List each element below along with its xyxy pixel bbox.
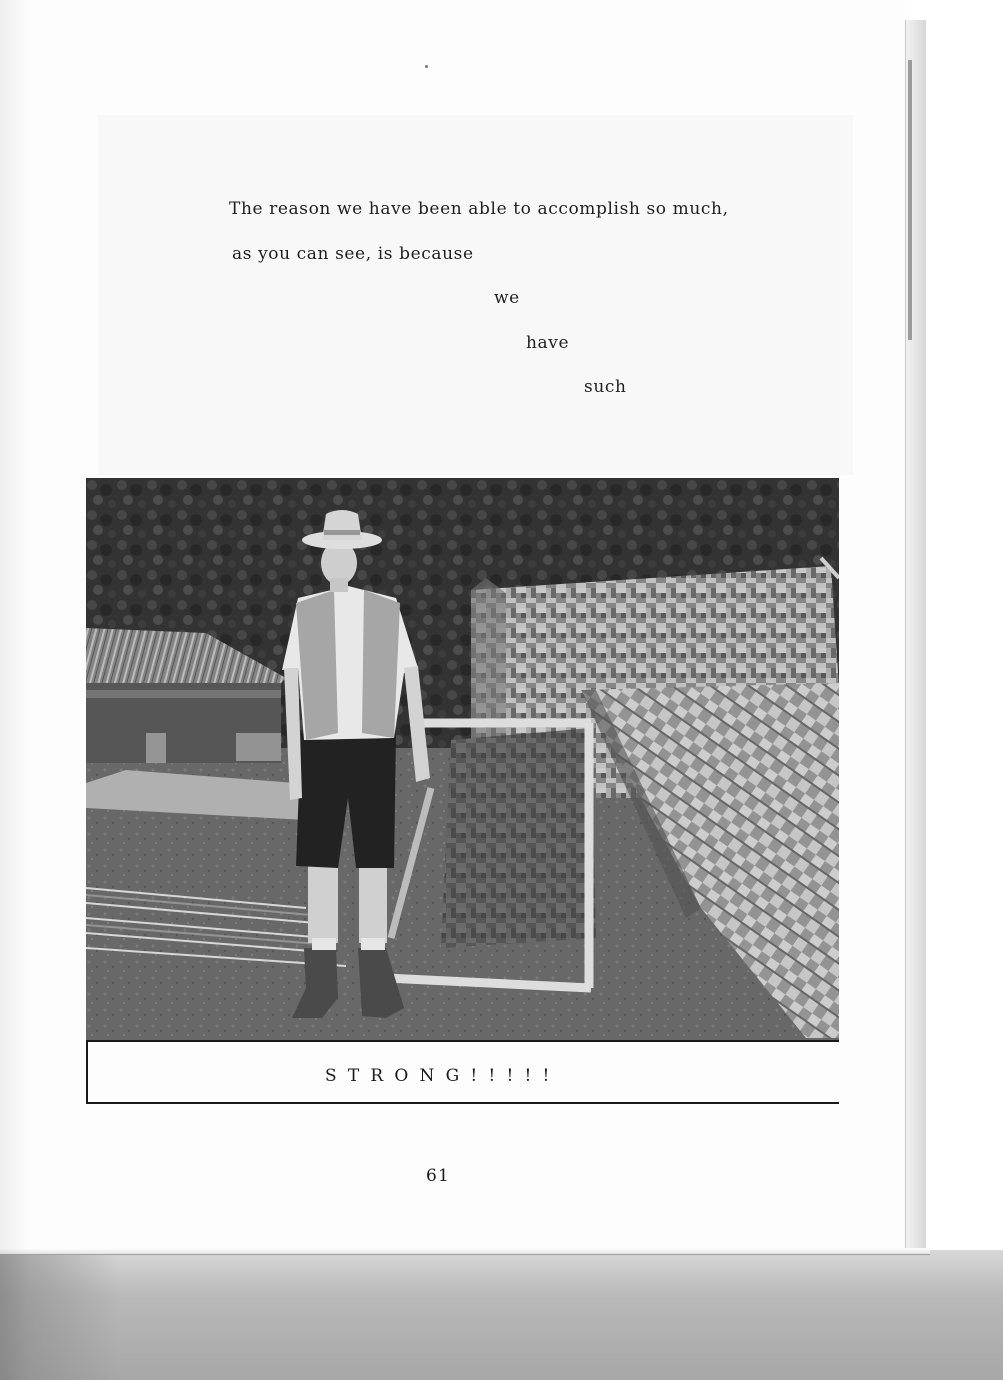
- photograph-man-with-woven-bamboo-hut: [86, 478, 839, 1040]
- page-right-edge-shadow: [908, 60, 912, 340]
- body-text-word-such: such: [584, 377, 627, 397]
- caption-strong: STRONG!!!!!: [325, 1066, 561, 1086]
- page-bottom-edge: [0, 1248, 930, 1255]
- body-text-word-we: we: [494, 288, 520, 308]
- page-bottom-curl: [0, 1250, 1003, 1380]
- page-number: 61: [426, 1166, 451, 1186]
- bleed-through-area: [98, 115, 853, 475]
- body-text-line-2: as you can see, is because: [232, 244, 474, 264]
- body-text-word-have: have: [526, 333, 570, 353]
- dust-speck: [425, 65, 428, 68]
- body-text-line-1: The reason we have been able to accomplish so much,: [229, 199, 729, 219]
- page-left-shadow: [0, 0, 30, 1380]
